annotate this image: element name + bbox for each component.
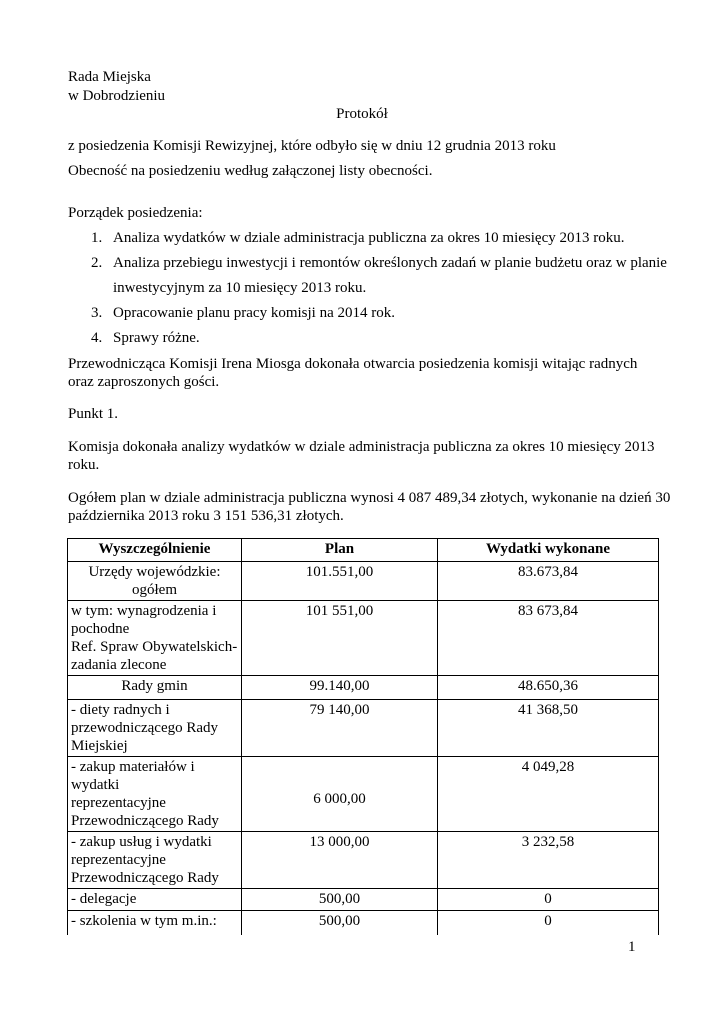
row-spent-value: 48.650,36 bbox=[438, 676, 659, 700]
budget-summary-line: Ogółem plan w dziale administracja publiczna wynosi 4 087 489,34 złotych, wykonanie na dzień 30 bbox=[68, 490, 671, 506]
table-row bbox=[68, 562, 659, 601]
agenda-heading: Porządek posiedzenia: bbox=[68, 205, 203, 221]
column-header-description: Wyszczególnienie bbox=[68, 539, 242, 562]
row-plan-value: 6 000,00 bbox=[242, 757, 438, 832]
row-spent-value: 4 049,28 bbox=[438, 757, 659, 832]
budget-summary-line: października 2013 roku 3 151 536,31 złotych. bbox=[68, 508, 344, 524]
row-description: Rady gmin bbox=[68, 676, 242, 700]
row-spent-value: 41 368,50 bbox=[438, 700, 659, 757]
agenda-item-number: 4. bbox=[91, 330, 103, 346]
expenditure-table bbox=[67, 538, 659, 935]
table-row bbox=[68, 889, 659, 911]
row-plan-value: 99.140,00 bbox=[242, 676, 438, 700]
table-row bbox=[68, 676, 659, 700]
table-row bbox=[68, 911, 659, 935]
table-row bbox=[68, 700, 659, 757]
table-row bbox=[68, 757, 659, 832]
agenda-item-number: 3. bbox=[91, 305, 103, 321]
column-header-spent: Wydatki wykonane bbox=[438, 539, 659, 562]
row-description: - zakup usług i wydatki reprezentacyjne Przewodniczącego Rady bbox=[68, 832, 242, 889]
organization-location: w Dobrodzieniu bbox=[68, 88, 166, 104]
agenda-item-number: 2. bbox=[91, 255, 103, 271]
agenda-item-text: Sprawy różne. bbox=[113, 330, 200, 346]
row-plan-value: 500,00 bbox=[242, 911, 438, 935]
row-spent-value: 83.673,84 bbox=[438, 562, 659, 601]
document-title: Protokół bbox=[336, 106, 388, 122]
organization-name: Rada Miejska bbox=[68, 69, 151, 85]
row-description: - zakup materiałów i wydatki reprezentacyjne Przewodniczącego Rady bbox=[68, 757, 242, 832]
row-plan-value: 500,00 bbox=[242, 889, 438, 911]
agenda-item-text-continued: inwestycyjnym za 10 miesięcy 2013 roku. bbox=[113, 280, 367, 296]
column-header-plan: Plan bbox=[242, 539, 438, 562]
table-row bbox=[68, 601, 659, 676]
row-description: - szkolenia w tym m.in.: bbox=[68, 911, 242, 935]
agenda-item-text: Analiza wydatków w dziale administracja publiczna za okres 10 miesięcy 2013 roku. bbox=[113, 230, 625, 246]
row-spent-value: 83 673,84 bbox=[438, 601, 659, 676]
row-description: Urzędy wojewódzkie: ogółem bbox=[68, 562, 242, 601]
table-row bbox=[68, 832, 659, 889]
agenda-item-text: Analiza przebiegu inwestycji i remontów określonych zadań w planie budżetu oraz w planie bbox=[113, 255, 667, 271]
point1-paragraph-line: roku. bbox=[68, 457, 100, 473]
agenda-item-text: Opracowanie planu pracy komisji na 2014 rok. bbox=[113, 305, 396, 321]
page-number: 1 bbox=[628, 939, 636, 955]
row-plan-value: 101.551,00 bbox=[242, 562, 438, 601]
row-plan-value: 101 551,00 bbox=[242, 601, 438, 676]
row-spent-value: 3 232,58 bbox=[438, 832, 659, 889]
row-description: - delegacje bbox=[68, 889, 242, 911]
row-spent-value: 0 bbox=[438, 889, 659, 911]
table-header-row bbox=[68, 539, 659, 562]
meeting-info: z posiedzenia Komisji Rewizyjnej, które odbyło się w dniu 12 grudnia 2013 roku bbox=[68, 138, 556, 154]
opening-paragraph-line: oraz zaproszonych gości. bbox=[68, 374, 220, 390]
agenda-item-number: 1. bbox=[91, 230, 103, 246]
opening-paragraph-line: Przewodnicząca Komisji Irena Miosga dokonała otwarcia posiedzenia komisji witając radnych bbox=[68, 356, 638, 372]
section-heading-point1: Punkt 1. bbox=[68, 406, 119, 422]
row-description: - diety radnych i przewodniczącego Rady Miejskiej bbox=[68, 700, 242, 757]
row-plan-value: 13 000,00 bbox=[242, 832, 438, 889]
row-spent-value: 0 bbox=[438, 911, 659, 935]
row-description: w tym: wynagrodzenia i pochodne Ref. Spraw Obywatelskich- zadania zlecone bbox=[68, 601, 242, 676]
point1-paragraph-line: Komisja dokonała analizy wydatków w dziale administracja publiczna za okres 10 miesięcy 2013 bbox=[68, 439, 655, 455]
row-plan-value: 79 140,00 bbox=[242, 700, 438, 757]
attendance-note: Obecność na posiedzeniu według załączonej listy obecności. bbox=[68, 163, 433, 179]
